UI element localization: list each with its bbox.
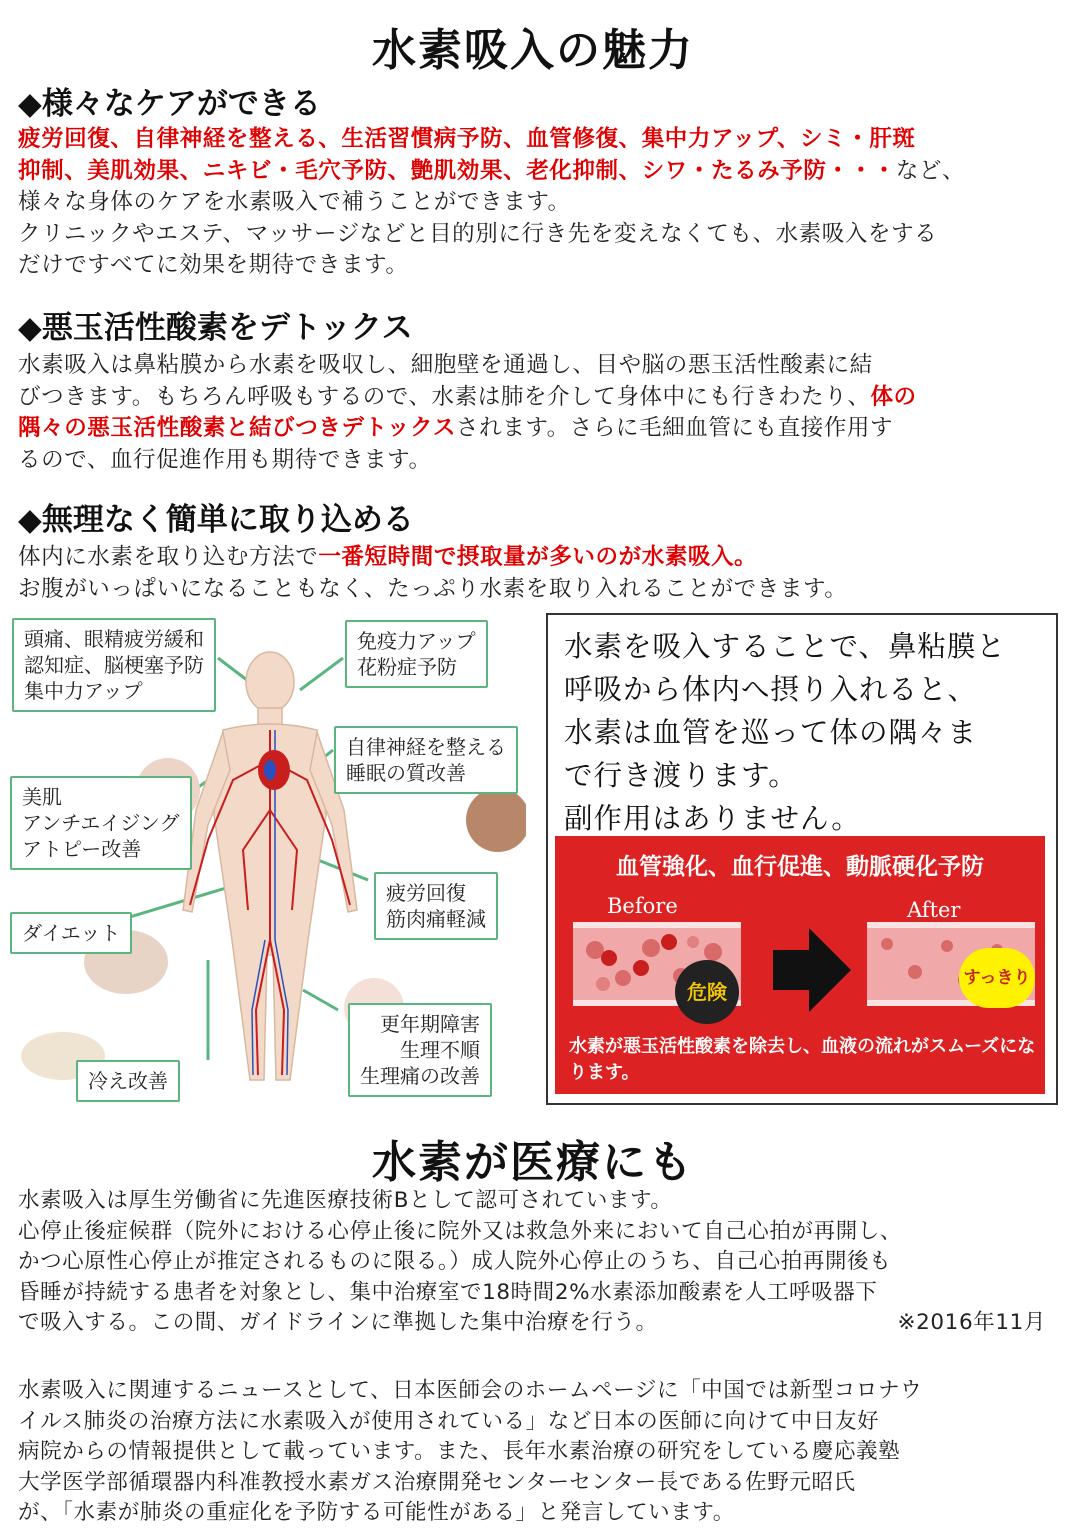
- news-line: イルス肺炎の治療方法に水素吸入が使用されている」など日本の医師に向けて中日友好: [18, 1408, 880, 1434]
- news-line: 大学医学部循環器内科准教授水素ガス治療開発センターセンター長である佐野元昭氏: [18, 1469, 856, 1495]
- page-title: 水素吸入の魅力: [372, 25, 694, 76]
- section2-line3b: されます。さらに毛細血管にも直接作用す: [456, 415, 894, 441]
- body-benefits-figure: [8, 610, 526, 1110]
- medical-line: かつ心原性心停止が推定されるものに限る。）成人院外心停止のうち、自己心拍再開後も: [18, 1249, 892, 1274]
- after-label: After: [907, 898, 961, 922]
- medical-line-last: で吸入する。この間、ガイドラインに準拠した集中治療を行う。 ※2016年11月: [18, 1308, 1058, 1339]
- medical-title: 水素が医療にも: [372, 1137, 694, 1188]
- benefit-box-nerve: 自律神経を整える 睡眠の質改善: [334, 726, 518, 794]
- section1-line3: 様々な身体のケアを水素吸入で補うことができます。: [18, 189, 571, 215]
- medical-date: ※2016年11月: [897, 1310, 1046, 1335]
- section3-heading: ◆無理なく簡単に取り込める: [18, 502, 414, 538]
- benefit-box-diet: ダイエット: [10, 912, 132, 954]
- clean-badge: すっきり: [959, 948, 1035, 1008]
- news-line: 病院からの情報提供として載っています。また、長年水素治療の研究をしている慶応義塾: [18, 1439, 901, 1464]
- benefit-box-head: 頭痛、眼精疲労緩和 認知症、脳梗塞予防 集中力アップ: [12, 618, 216, 712]
- blood-vessel-panel: [555, 836, 1045, 1094]
- section1-body: [18, 124, 1053, 282]
- benefit-box-immune: 免疫力アップ 花粉症予防: [345, 620, 488, 688]
- danger-badge: 危険: [675, 960, 739, 1024]
- benefit-box-fatigue: 疲労回復 筋肉痛軽減: [374, 872, 498, 940]
- section2-line1: 水素吸入は鼻粘膜から水素を吸収し、細胞壁を通過し、目や脳の悪玉活性酸素に結: [18, 352, 873, 378]
- section3-line1-red: 一番短時間で摂取量が多いのが水素吸入。: [318, 544, 758, 570]
- section1-heading: ◆様々なケアができる: [18, 86, 321, 122]
- medical-line: 昏睡が持続する患者を対象とし、集中治療室で18時間2%水素添加酸素を人工呼吸器下: [18, 1279, 878, 1305]
- section2-line2a: びつきます。もちろん呼吸もするので、水素は肺を介して身体中にも行きわたり、: [18, 383, 871, 410]
- medical-line: 心停止後症候群（院外における心停止後に院外又は救急外来において自己心拍が再開し、: [18, 1218, 903, 1244]
- news-body: [18, 1376, 1058, 1529]
- panel-heading: 血管強化、血行促進、動脈硬化予防: [616, 853, 984, 880]
- news-line: が、「水素が肺炎の重症化を予防する可能性がある」と発言しています。: [18, 1500, 735, 1525]
- benefit-box-cold: 冷え改善: [76, 1060, 180, 1102]
- section2-line4: るので、血行促進作用も期待できます。: [18, 446, 432, 473]
- right-arrow-icon: [773, 928, 851, 1012]
- section1-line4: クリニックやエステ、マッサージなどと目的別に行き先を変えなくても、水素吸入をする: [18, 220, 938, 247]
- section1-line2-tail: など、: [895, 157, 966, 184]
- section2-line3-red: 隅々の悪玉活性酸素と結びつきデトックス: [18, 415, 457, 441]
- section2-line2-red: 体の: [870, 383, 917, 410]
- section2-body: [18, 350, 1053, 476]
- medical-body: [18, 1186, 1058, 1339]
- benefit-box-skin: 美肌 アンチエイジング アトピー改善: [10, 776, 192, 870]
- section1-red-line1: 疲労回復、自律神経を整える、生活習慣病予防、血管修復、集中力アップ、シミ・肝斑: [18, 126, 916, 152]
- benefit-box-menopause: 更年期障害 生理不順 生理痛の改善: [348, 1003, 492, 1097]
- section3-line1a: 体内に水素を取り込む方法で: [18, 544, 319, 570]
- medical-line: 水素吸入は厚生労働省に先進医療技術Bとして認可されています。: [18, 1188, 673, 1213]
- panel-footnote: 水素が悪玉活性酸素を除去し、血液の流れがスムーズになります。: [569, 1036, 1036, 1083]
- hydrogen-info-text: 水素を吸入することで、鼻粘膜と 呼吸から体内へ摂り入れると、 水素は血管を巡って体の隅々ま で行き渡ります。 副作用はありません。: [564, 630, 1006, 835]
- section3-line2: お腹がいっぱいになることもなく、たっぷり水素を取り入れることができます。: [18, 575, 848, 602]
- before-label: Before: [607, 894, 678, 918]
- news-line: 水素吸入に関連するニュースとして、日本医師会のホームページに「中国では新型コロナウ: [18, 1378, 923, 1403]
- hydrogen-info-box: [546, 613, 1058, 1105]
- section2-heading: ◆悪玉活性酸素をデトックス: [18, 310, 413, 346]
- section3-body: [18, 542, 1053, 605]
- section1-red-line2: 抑制、美肌効果、ニキビ・毛穴予防、艶肌効果、老化抑制、シワ・たるみ予防・・・: [18, 157, 896, 184]
- section1-line5: だけですべてに効果を期待できます。: [18, 252, 409, 278]
